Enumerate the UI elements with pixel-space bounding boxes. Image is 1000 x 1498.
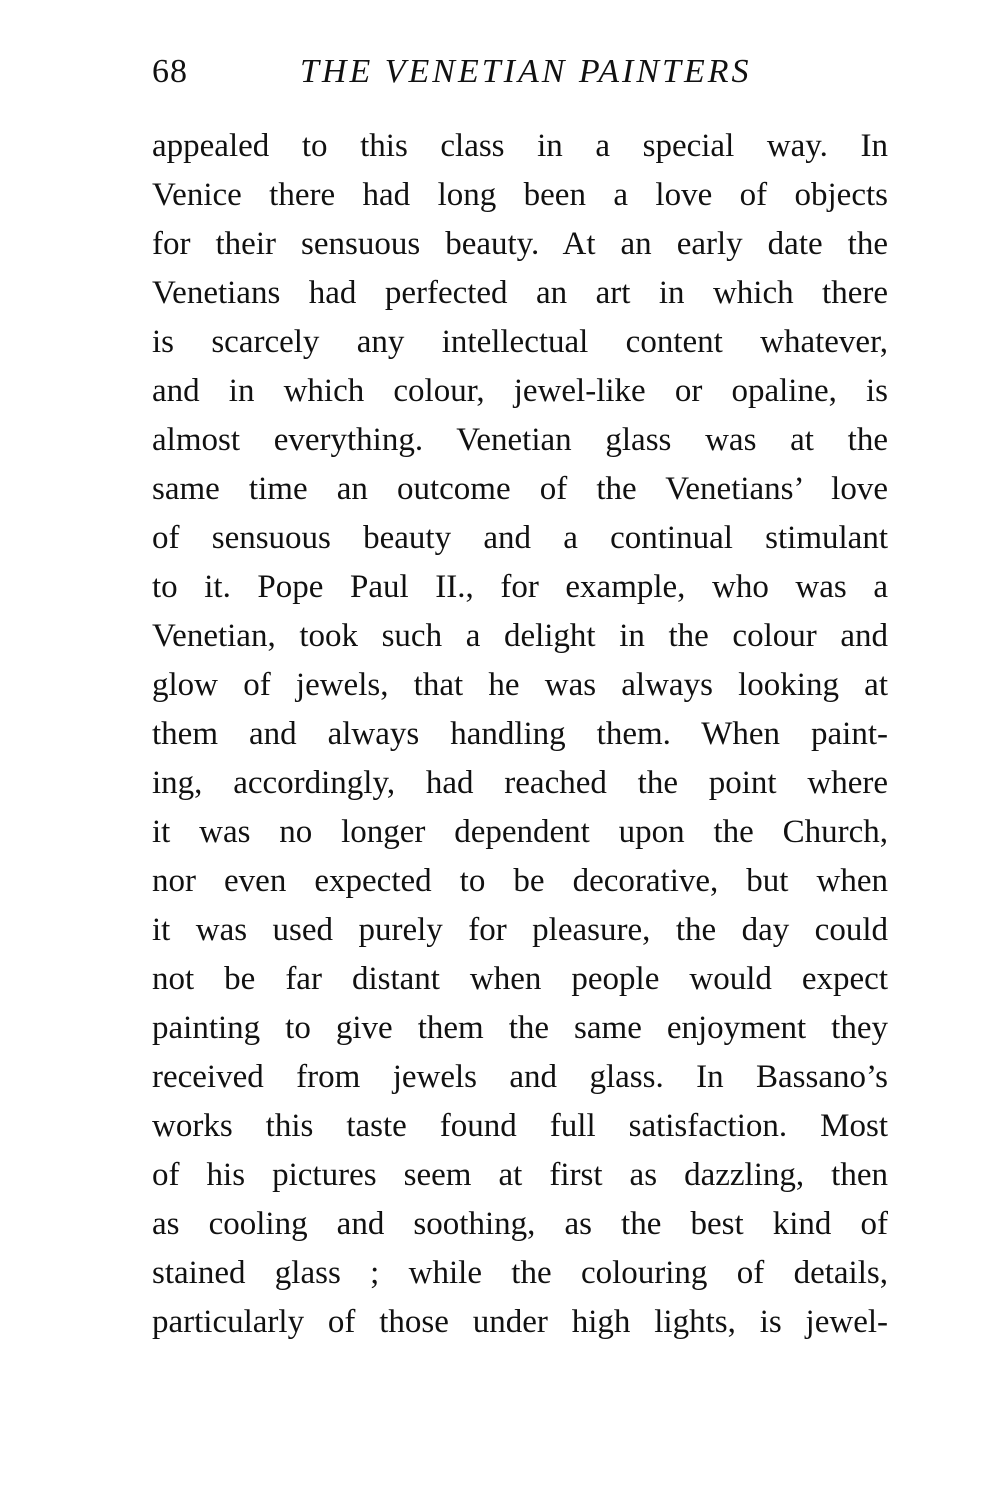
text-line: appealed to this class in a special way. In [152, 128, 888, 164]
text-line: almost everything. Venetian glass was at the [152, 422, 888, 458]
text-line: as cooling and soothing, as the best kind of [152, 1206, 888, 1242]
text-line: to it. Pope Paul II., for example, who was a [152, 569, 888, 605]
text-line: Venice there had long been a love of objects [152, 177, 888, 213]
text-line: them and always handling them. When paint- [152, 716, 888, 752]
text-line: and in which colour, jewel-like or opaline, is [152, 373, 888, 409]
text-line: particularly of those under high lights, is jewel- [152, 1304, 888, 1340]
text-line: works this taste found full satisfaction. Most [152, 1108, 888, 1144]
text-line: of sensuous beauty and a continual stimulant [152, 520, 888, 556]
text-line: received from jewels and glass. In Bassano’s [152, 1059, 888, 1095]
running-header [152, 48, 888, 96]
text-line: glow of jewels, that he was always looking at [152, 667, 888, 703]
text-line: stained glass ; while the colouring of details, [152, 1255, 888, 1291]
running-title: THE VENETIAN PAINTERS [300, 53, 752, 90]
page-number: 68 [152, 53, 188, 90]
text-line: it was no longer dependent upon the Church, [152, 814, 888, 850]
text-line: not be far distant when people would expect [152, 961, 888, 997]
text-line: ing, accordingly, had reached the point where [152, 765, 888, 801]
body-text [152, 122, 888, 1347]
text-line: same time an outcome of the Venetians’ love [152, 471, 888, 507]
text-line: nor even expected to be decorative, but when [152, 863, 888, 899]
text-line: of his pictures seem at first as dazzling, then [152, 1157, 888, 1193]
text-line: it was used purely for pleasure, the day could [152, 912, 888, 948]
text-line: Venetian, took such a delight in the colour and [152, 618, 888, 654]
text-line: for their sensuous beauty. At an early date the [152, 226, 888, 262]
text-line: painting to give them the same enjoyment they [152, 1010, 888, 1046]
text-line: is scarcely any intellectual content whatever, [152, 324, 888, 360]
text-line: Venetians had perfected an art in which there [152, 275, 888, 311]
